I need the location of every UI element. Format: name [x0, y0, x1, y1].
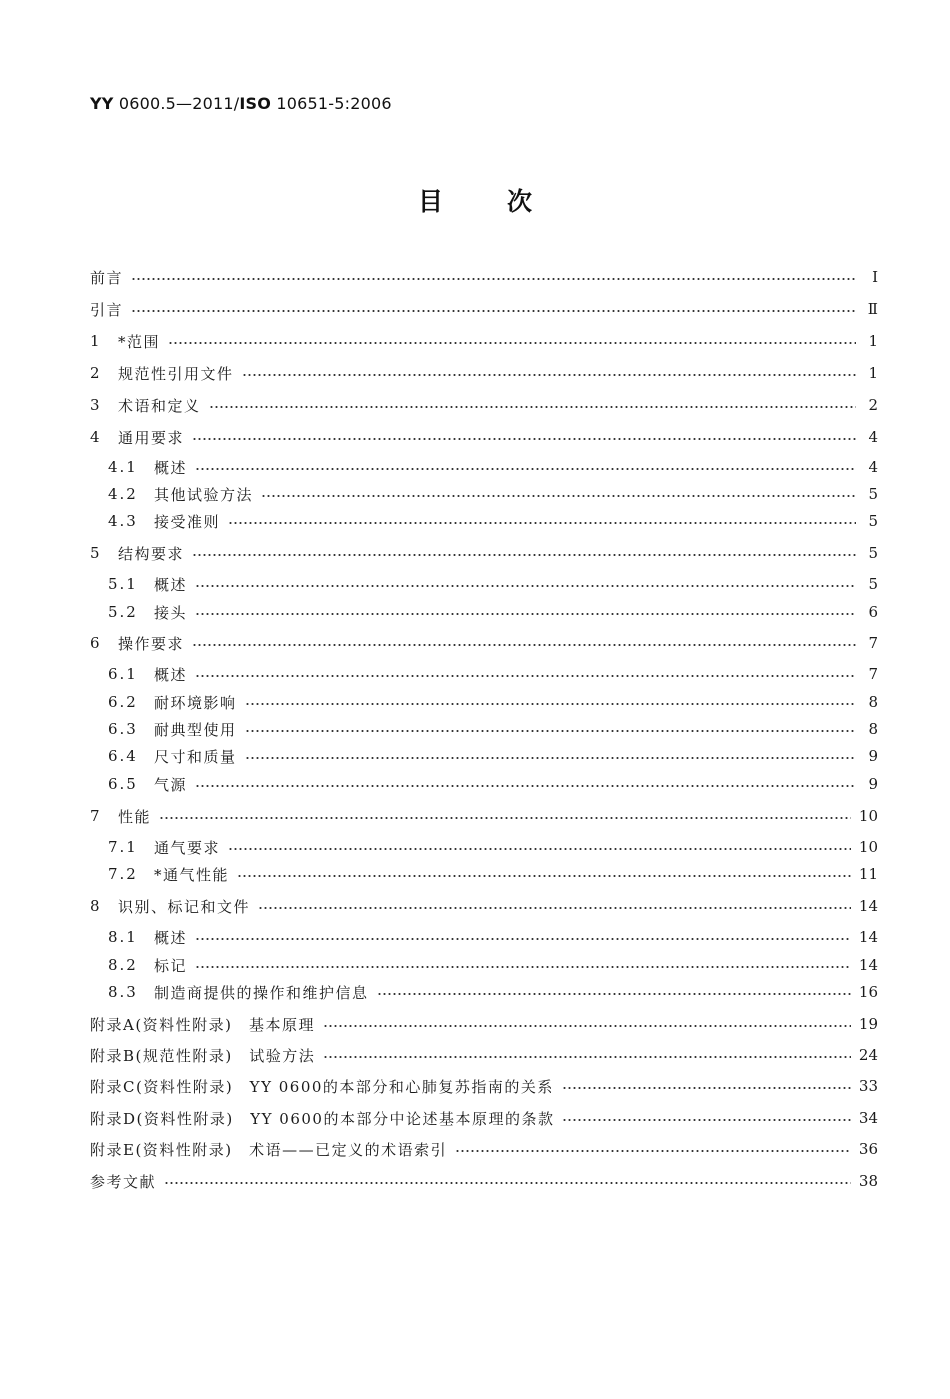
toc-entry-page: 5 [868, 575, 878, 593]
toc-dot-leader [168, 342, 856, 344]
toc-entry-number: 8.1 [108, 928, 138, 946]
standard-code-mid: 0600.5—2011/ [118, 94, 240, 113]
toc-entry-page: 7 [868, 665, 878, 683]
toc-entry-number: 3 [90, 396, 102, 414]
toc-entry[interactable] [90, 296, 878, 322]
page-title: 目次 [417, 187, 596, 216]
toc-entry-number: 6.5 [108, 775, 138, 793]
toc-entry-label: 制造商提供的操作和维护信息 [154, 983, 369, 1002]
toc-entry[interactable] [108, 508, 878, 534]
toc-entry-label: 接受准则 [154, 512, 221, 531]
toc-dot-leader [228, 522, 856, 524]
toc-dot-leader [237, 875, 851, 877]
toc-dot-leader [195, 468, 856, 470]
toc-entry-page: 1 [868, 364, 878, 382]
toc-entry-number: 5.1 [108, 575, 138, 593]
toc-entry-label: 附录E(资料性附录) 术语——已定义的术语索引 [90, 1140, 448, 1159]
toc-entry[interactable] [90, 630, 878, 656]
toc-entry-page: 36 [858, 1140, 878, 1158]
toc-entry[interactable] [90, 1136, 878, 1162]
toc-entry-label: 参考文献 [90, 1172, 157, 1191]
toc-entry[interactable] [108, 861, 878, 887]
toc-entry-label: 性能 [118, 807, 152, 826]
toc-dot-leader [131, 278, 856, 280]
toc-entry-label: 耐环境影响 [154, 693, 237, 712]
toc-entry-page: 14 [858, 897, 878, 915]
toc-entry[interactable] [90, 328, 878, 354]
toc-entry-label: 术语和定义 [118, 396, 201, 415]
standard-number [90, 94, 392, 113]
toc-dot-leader [258, 907, 851, 909]
toc-entry-label: 尺寸和质量 [154, 747, 237, 766]
toc-entry[interactable] [108, 571, 878, 597]
toc-dot-leader [192, 438, 856, 440]
toc-entry-number: 8 [90, 897, 102, 915]
toc-dot-leader [242, 374, 856, 376]
toc-entry-page: 5 [868, 485, 878, 503]
toc-entry-label: 通气要求 [154, 838, 221, 857]
toc-entry[interactable] [90, 1073, 878, 1099]
toc-entry-number: 5 [90, 544, 102, 562]
toc-dot-leader [377, 993, 851, 995]
toc-entry-page: 4 [868, 458, 878, 476]
toc-entry-page: 9 [868, 775, 878, 793]
toc-entry-label: 其他试验方法 [154, 485, 254, 504]
toc-dot-leader [131, 310, 856, 312]
toc-entry[interactable] [90, 392, 878, 418]
toc-dot-leader [195, 613, 856, 615]
toc-entry[interactable] [108, 716, 878, 742]
toc-entry-page: 10 [858, 838, 878, 856]
toc-entry-label: 识别、标记和文件 [118, 897, 251, 916]
toc-entry[interactable] [108, 771, 878, 797]
toc-entry[interactable] [90, 1168, 878, 1194]
toc-entry[interactable] [108, 661, 878, 687]
toc-entry[interactable] [108, 743, 878, 769]
toc-entry-page: 34 [858, 1109, 878, 1127]
toc-dot-leader [245, 757, 856, 759]
toc-entry-page: 9 [868, 747, 878, 765]
toc-entry-label: 通用要求 [118, 428, 185, 447]
toc-entry[interactable] [90, 1042, 878, 1068]
toc-entry[interactable] [90, 360, 878, 386]
toc-entry-page: 38 [858, 1172, 878, 1190]
toc-entry-number: 8.2 [108, 956, 138, 974]
toc-entry-number: 4.2 [108, 485, 138, 503]
toc-entry[interactable] [108, 952, 878, 978]
toc-entry[interactable] [108, 599, 878, 625]
toc-entry-label: 结构要求 [118, 544, 185, 563]
toc-entry[interactable] [90, 540, 878, 566]
toc-entry-label: 附录A(资料性附录) 基本原理 [90, 1015, 316, 1034]
toc-entry-page: Ⅱ [867, 300, 878, 318]
toc-dot-leader [455, 1150, 851, 1152]
toc-entry-label: 附录B(规范性附录) 试验方法 [90, 1046, 316, 1065]
toc-entry-number: 6.3 [108, 720, 138, 738]
toc-entry-number: 4 [90, 428, 102, 446]
toc-entry[interactable] [108, 481, 878, 507]
toc-entry-number: 2 [90, 364, 102, 382]
standard-code-suffix: 10651-5:2006 [276, 94, 392, 113]
toc-entry[interactable] [90, 803, 878, 829]
toc-entry-label: 规范性引用文件 [118, 364, 234, 383]
toc-entry[interactable] [90, 1105, 878, 1131]
toc-dot-leader [209, 406, 856, 408]
toc-entry-number: 6.2 [108, 693, 138, 711]
toc-entry-number: 4.3 [108, 512, 138, 530]
toc-entry[interactable] [108, 924, 878, 950]
toc-dot-leader [164, 1182, 851, 1184]
toc-dot-leader [195, 785, 856, 787]
toc-dot-leader [195, 675, 856, 677]
toc-dot-leader [562, 1087, 851, 1089]
toc-entry-page: 5 [868, 512, 878, 530]
toc-entry-number: 6.4 [108, 747, 138, 765]
toc-entry-label: 附录D(资料性附录) YY 0600的本部分中论述基本原理的条款 [90, 1109, 555, 1128]
toc-entry[interactable] [90, 893, 878, 919]
toc-entry-page: 14 [858, 956, 878, 974]
toc-entry-number: 8.3 [108, 983, 138, 1001]
toc-entry-number: 1 [90, 332, 102, 350]
toc-entry-page: 24 [858, 1046, 878, 1064]
toc-dot-leader [323, 1025, 851, 1027]
toc-dot-leader [159, 817, 851, 819]
toc-entry-label: 引言 [90, 300, 124, 319]
toc-dot-leader [195, 585, 856, 587]
toc-entry[interactable] [90, 264, 878, 290]
toc-entry-page: 6 [868, 603, 878, 621]
toc-entry-page: 8 [868, 720, 878, 738]
standard-code-iso: ISO [239, 94, 272, 113]
toc-entry-page: 16 [858, 983, 878, 1001]
toc-entry-page: 8 [868, 693, 878, 711]
toc-entry-number: 7 [90, 807, 102, 825]
toc-entry-label: 标记 [154, 956, 188, 975]
toc-entry-page: 1 [868, 332, 878, 350]
toc-dot-leader [245, 730, 856, 732]
toc-entry-label: 前言 [90, 268, 124, 287]
toc-entry-number: 6.1 [108, 665, 138, 683]
toc-entry-label: 操作要求 [118, 634, 185, 653]
toc-entry-label: *通气性能 [154, 865, 230, 884]
standard-code-prefix: YY [90, 94, 114, 113]
toc-entry-page: Ⅰ [872, 268, 878, 286]
toc-entry[interactable] [90, 1011, 878, 1037]
toc-entry-number: 5.2 [108, 603, 138, 621]
toc-entry-page: 4 [868, 428, 878, 446]
toc-dot-leader [192, 554, 856, 556]
toc-entry-label: 概述 [154, 458, 188, 477]
toc-dot-leader [195, 938, 851, 940]
toc-entry-page: 19 [858, 1015, 878, 1033]
toc-entry[interactable] [108, 979, 878, 1005]
toc-entry-label: 耐典型使用 [154, 720, 237, 739]
toc-entry-page: 33 [858, 1077, 878, 1095]
toc-entry-label: 气源 [154, 775, 188, 794]
toc-entry-label: 附录C(资料性附录) YY 0600的本部分和心肺复苏指南的关系 [90, 1077, 554, 1096]
toc-entry-page: 10 [858, 807, 878, 825]
toc-entry-label: 接头 [154, 603, 188, 622]
toc-entry[interactable] [108, 834, 878, 860]
toc-dot-leader [261, 495, 856, 497]
toc-entry[interactable] [90, 424, 878, 450]
toc-entry-page: 14 [858, 928, 878, 946]
toc-entry-page: 2 [868, 396, 878, 414]
toc-entry-page: 7 [868, 634, 878, 652]
toc-entry-number: 7.1 [108, 838, 138, 856]
toc-dot-leader [562, 1119, 850, 1121]
toc-entry-number: 6 [90, 634, 102, 652]
toc-entry-label: 概述 [154, 665, 188, 684]
toc-dot-leader [228, 848, 851, 850]
toc-entry-page: 5 [868, 544, 878, 562]
toc-dot-leader [192, 644, 856, 646]
toc-entry-label: 概述 [154, 575, 188, 594]
toc-entry-number: 4.1 [108, 458, 138, 476]
toc-entry-number: 7.2 [108, 865, 138, 883]
toc-dot-leader [245, 703, 856, 705]
toc-entry[interactable] [108, 689, 878, 715]
toc-dot-leader [323, 1056, 851, 1058]
toc-entry-page: 11 [858, 865, 878, 883]
toc-entry[interactable] [108, 454, 878, 480]
toc-dot-leader [195, 966, 851, 968]
toc-entry-label: *范围 [118, 332, 161, 351]
toc-entry-label: 概述 [154, 928, 188, 947]
